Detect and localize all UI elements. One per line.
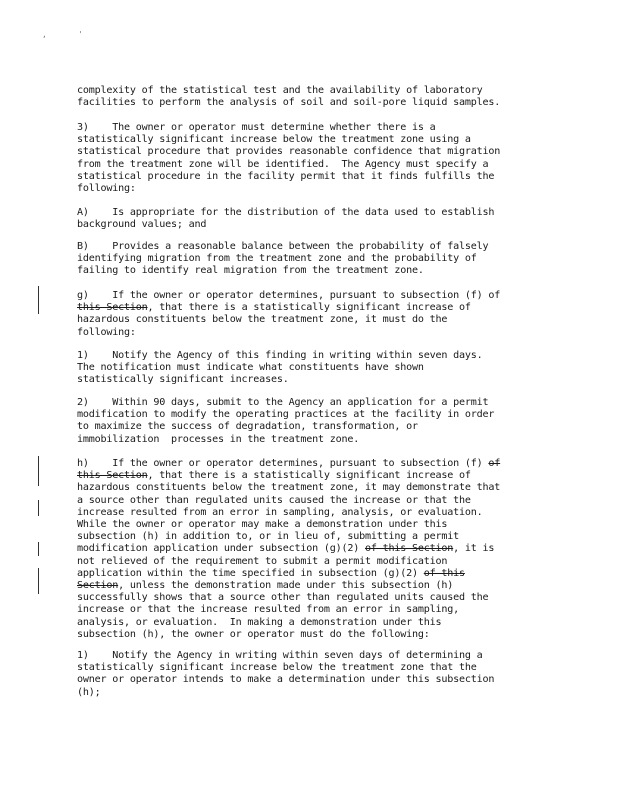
text-segment: from the treatment zone will be identified. The Agency must specify a — [77, 158, 489, 170]
text-segment: , unless the demonstration made under this subsection (h) — [118, 580, 454, 592]
struck-text: of this Section — [364, 543, 454, 555]
text-segment: failing to identify real migration from the treatment zone. — [77, 265, 424, 277]
text-line — [77, 580, 577, 592]
paragraph-b — [77, 241, 577, 278]
text-segment: 1) Notify the Agency in writing within seven days of determining a — [77, 650, 483, 661]
text-line — [77, 531, 577, 543]
text-line — [77, 183, 577, 195]
text-line — [77, 470, 577, 482]
text-segment: increase resulted from an error in sampling, analysis, or evaluation. — [77, 506, 483, 518]
text-line — [77, 617, 577, 629]
text-segment: modification to modify the operating practices at the facility in order — [77, 409, 495, 421]
revision-bar — [38, 286, 39, 314]
text-segment: subsection (h) in addition to, or in lieu of, submitting a permit — [77, 531, 460, 543]
text-segment: hazardous constituents below the treatment zone, it must do the — [77, 314, 448, 326]
text-line — [77, 350, 577, 362]
text-line — [77, 556, 577, 568]
text-segment: , that there is a statistically significant increase of — [147, 470, 471, 482]
text-line — [77, 629, 577, 641]
text-segment: 1) Notify the Agency of this finding in writing within seven days. — [77, 350, 483, 361]
struck-text: of this — [423, 567, 465, 579]
text-line — [77, 171, 577, 183]
text-segment: hazardous constituents below the treatment zone, it may demonstrate that — [77, 482, 501, 494]
text-line — [77, 604, 577, 616]
text-line — [77, 146, 577, 158]
text-line — [77, 482, 577, 494]
text-segment: statistically significant increases. — [77, 374, 289, 386]
text-segment: While the owner or operator may make a demonstration under this — [77, 519, 448, 531]
text-segment: successfully shows that a source other than regulated units caused the — [77, 592, 489, 604]
text-line — [77, 687, 577, 699]
text-line — [77, 397, 577, 409]
text-line — [77, 543, 577, 555]
text-segment: analysis, or evaluation. In making a demonstration under this — [77, 616, 442, 628]
text-line — [77, 495, 577, 507]
paragraph-g-2 — [77, 397, 577, 446]
paragraph-h — [77, 458, 577, 641]
text-line — [77, 134, 577, 146]
text-line — [77, 421, 577, 433]
text-segment: (h); — [77, 686, 101, 698]
text-line — [77, 97, 577, 109]
text-line — [77, 674, 577, 686]
text-segment: application within the time specified in subsection (g)(2) — [77, 567, 424, 579]
paragraph-g — [77, 290, 577, 339]
text-line — [77, 327, 577, 339]
text-line — [77, 302, 577, 314]
paragraph-g-1 — [77, 350, 577, 387]
text-segment: identifying migration from the treatment zone and the probability of — [77, 253, 477, 265]
text-line — [77, 662, 577, 674]
text-segment: 2) Within 90 days, submit to the Agency an application for a permit — [77, 397, 489, 408]
text-segment: , it is — [453, 543, 495, 555]
revision-bar — [38, 500, 39, 516]
paragraph-3 — [77, 122, 577, 195]
text-segment: immobilization processes in the treatment zone. — [77, 433, 360, 445]
text-segment: g) If the owner or operator determines, pursuant to subsection (f) of — [77, 290, 501, 301]
paragraph-intro — [77, 85, 577, 109]
text-segment: to maximize the success of degradation, transformation, or — [77, 421, 418, 433]
text-line — [77, 219, 577, 231]
text-segment: The notification must indicate what constituents have shown — [77, 362, 424, 374]
text-line — [77, 122, 577, 134]
text-line — [77, 650, 577, 662]
paragraph-a — [77, 207, 577, 231]
text-line — [77, 241, 577, 253]
text-line — [77, 409, 577, 421]
text-line — [77, 314, 577, 326]
revision-bar — [38, 456, 39, 486]
text-segment: statistical procedure that provides reasonable confidence that migration — [77, 146, 501, 158]
struck-text: of — [488, 458, 501, 469]
text-segment: modification application under subsection (g)(2) — [77, 543, 365, 555]
scan-mark: , — [42, 30, 47, 39]
paragraph-h-1 — [77, 650, 577, 699]
text-segment: statistically significant increase below the treatment zone that the — [77, 662, 477, 674]
text-line — [77, 507, 577, 519]
text-segment: subsection (h), the owner or operator must do the following: — [77, 628, 430, 640]
text-segment: a source other than regulated units caused the increase or that the — [77, 494, 471, 506]
text-segment: B) Provides a reasonable balance between the probability of falsely — [77, 241, 489, 252]
text-segment: complexity of the statistical test and the availability of laboratory — [77, 85, 483, 96]
text-segment: background values; and — [77, 219, 207, 231]
text-segment: A) Is appropriate for the distribution of the data used to establish — [77, 207, 495, 218]
text-line — [77, 458, 577, 470]
revision-bar — [38, 542, 39, 556]
text-line — [77, 568, 577, 580]
text-segment: facilities to perform the analysis of soil and soil-pore liquid samples. — [77, 97, 501, 109]
text-segment: statistically significant increase below the treatment zone using a — [77, 134, 471, 146]
text-line — [77, 85, 577, 97]
text-line — [77, 265, 577, 277]
text-line — [77, 592, 577, 604]
text-line — [77, 374, 577, 386]
struck-text: this Section — [77, 302, 148, 314]
text-line — [77, 207, 577, 219]
text-segment: following: — [77, 326, 136, 338]
text-line — [77, 290, 577, 302]
struck-text: Section — [77, 580, 119, 592]
text-segment: , that there is a statistically significant increase of — [147, 302, 471, 314]
text-segment: increase or that the increase resulted from an error in sampling, — [77, 604, 460, 616]
text-line — [77, 519, 577, 531]
struck-text: this Section — [77, 470, 148, 482]
text-segment: 3) The owner or operator must determine whether there is a — [77, 122, 436, 133]
text-line — [77, 253, 577, 265]
text-segment: not relieved of the requirement to submit a permit modification — [77, 555, 448, 567]
text-segment: statistical procedure in the facility permit that it finds fulfills the — [77, 170, 495, 182]
revision-bar — [38, 568, 39, 594]
scan-mark: ' — [78, 30, 83, 39]
text-segment: h) If the owner or operator determines, pursuant to subsection (f) — [77, 458, 489, 469]
text-line — [77, 362, 577, 374]
text-line — [77, 159, 577, 171]
text-line — [77, 434, 577, 446]
text-segment: owner or operator intends to make a determination under this subsection — [77, 674, 495, 686]
text-segment: following: — [77, 183, 136, 195]
